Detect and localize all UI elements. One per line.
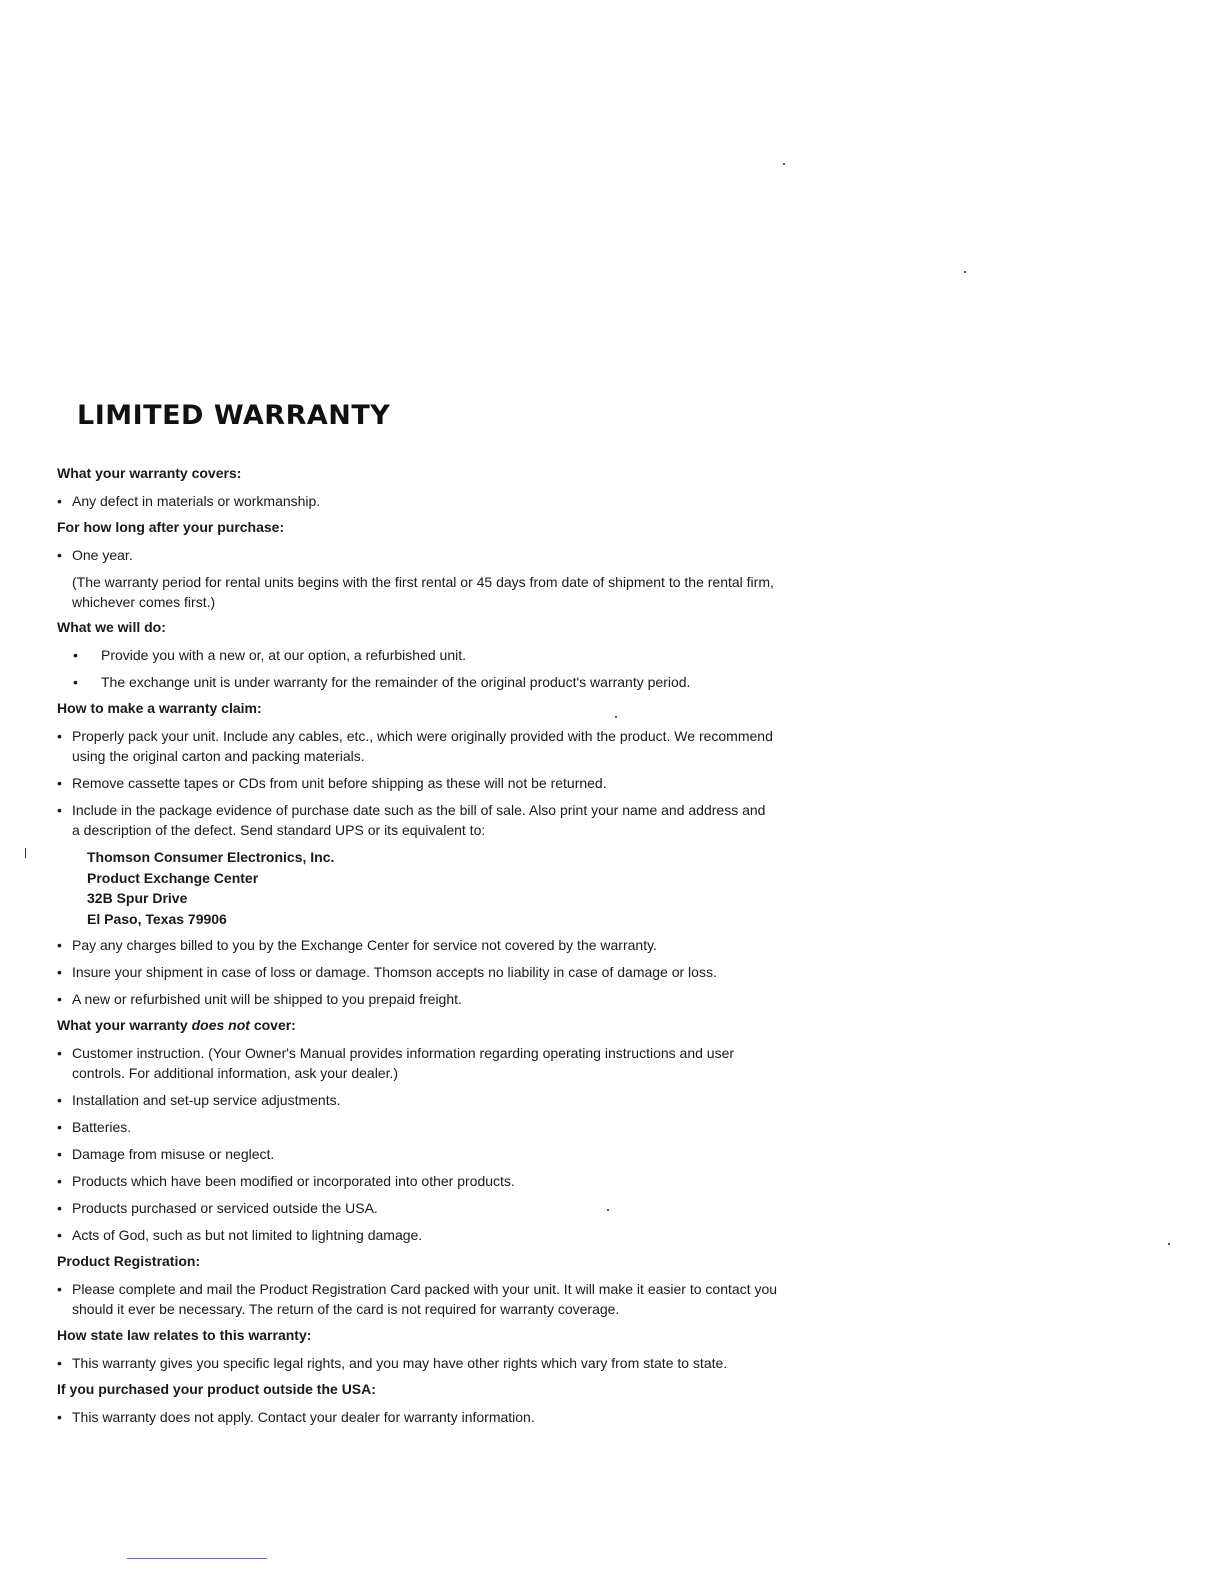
warranty-body (57, 464, 777, 1434)
heading-emphasis: does not (191, 1017, 250, 1033)
list-item: • Customer instruction. (Your Owner's Manual provides information regarding operating instructions and user controls. For additional information, ask your dealer.) (57, 1043, 777, 1083)
section-heading-not-cover (57, 1016, 777, 1034)
list-item: • Damage from misuse or neglect. (57, 1144, 777, 1164)
list-item: • Products purchased or serviced outside the USA. (57, 1198, 777, 1218)
list-item: • One year. (57, 545, 777, 565)
list-item: • Remove cassette tapes or CDs from unit before shipping as these will not be returned. (57, 773, 777, 793)
list-item: • The exchange unit is under warranty for the remainder of the original product's warranty period. (57, 672, 777, 692)
page-title: LIMITED WARRANTY (77, 400, 391, 431)
list-item: • Products which have been modified or incorporated into other products. (57, 1171, 777, 1191)
heading-text: What your warranty (57, 1017, 192, 1033)
list-item: • Include in the package evidence of purchase date such as the bill of sale. Also print your name and address and a description of the defect. Send standard UPS or its equivalent to: (57, 800, 777, 840)
list-item: • Provide you with a new or, at our option, a refurbished unit. (57, 645, 777, 665)
section-heading-claim: How to make a warranty claim: (57, 700, 262, 716)
section-heading-state-law: How state law relates to this warranty: (57, 1327, 312, 1343)
list-item: • Batteries. (57, 1117, 777, 1137)
section-heading-registration: Product Registration: (57, 1253, 201, 1269)
scan-speck (1168, 1243, 1170, 1245)
scan-speck (964, 271, 966, 273)
list-item: • Pay any charges billed to you by the Exchange Center for service not covered by the warranty. (57, 935, 777, 955)
rental-note: (The warranty period for rental units begins with the first rental or 45 days from date of shipment to the rental firm, whichever comes first.) (72, 574, 774, 610)
section-heading-covers: What your warranty covers: (57, 465, 242, 481)
list-item: • Please complete and mail the Product Registration Card packed with your unit. It will make it easier to contact you should it ever be necessary. The return of the card is not required for warranty coverage. (57, 1279, 777, 1319)
address-line: 32B Spur Drive (87, 890, 188, 906)
list-item: • This warranty gives you specific legal rights, and you may have other rights which vary from state to state. (57, 1353, 777, 1373)
section-heading-we-will-do: What we will do: (57, 619, 166, 635)
margin-mark (25, 848, 26, 858)
list-item: • Installation and set-up service adjustments. (57, 1090, 777, 1110)
list-item: • Any defect in materials or workmanship. (57, 491, 777, 511)
address-line: Product Exchange Center (87, 869, 259, 886)
address-line: Thomson Consumer Electronics, Inc. (87, 849, 335, 865)
list-item: • A new or refurbished unit will be shipped to you prepaid freight. (57, 989, 777, 1009)
exchange-center-address (87, 847, 777, 929)
section-heading-outside-usa: If you purchased your product outside the USA: (57, 1381, 376, 1397)
scan-speck (783, 163, 785, 165)
address-line: El Paso, Texas 79906 (87, 910, 227, 927)
list-item: • Acts of God, such as but not limited to lightning damage. (57, 1225, 777, 1245)
list-item: • Properly pack your unit. Include any cables, etc., which were originally provided with the product. We recommend using the original carton and packing materials. (57, 726, 777, 766)
bottom-rule (127, 1558, 267, 1559)
list-item: • Insure your shipment in case of loss or damage. Thomson accepts no liability in case of damage or loss. (57, 962, 777, 982)
section-heading-duration: For how long after your purchase: (57, 519, 285, 535)
list-item: • This warranty does not apply. Contact your dealer for warranty information. (57, 1407, 777, 1427)
heading-text: cover: (249, 1017, 296, 1033)
